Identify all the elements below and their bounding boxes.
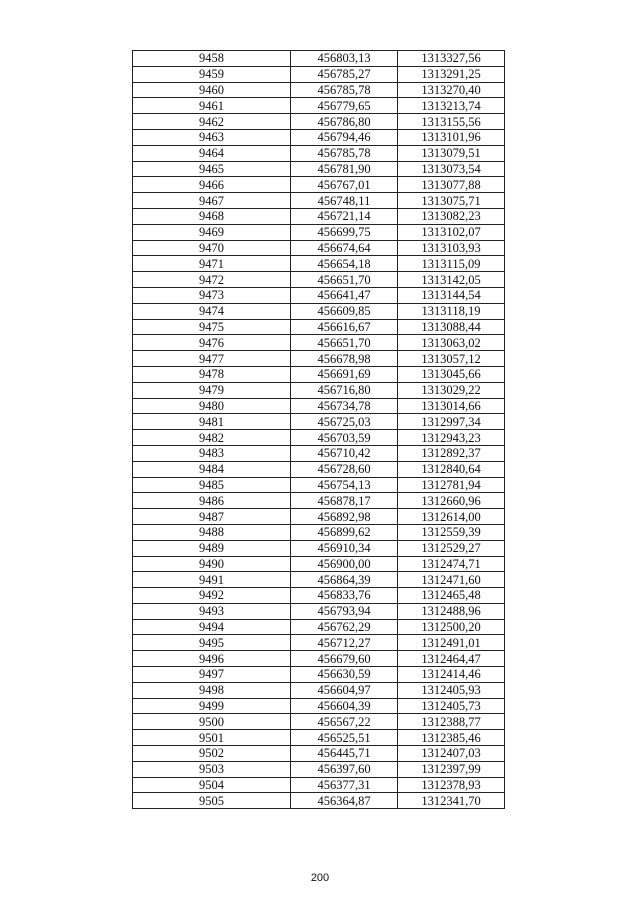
point-number-cell: 9484 <box>133 461 291 477</box>
y-coordinate-cell: 1312414,46 <box>398 667 505 683</box>
point-number-cell: 9485 <box>133 477 291 493</box>
table-row <box>133 793 505 809</box>
table-row <box>133 761 505 777</box>
point-number-cell: 9505 <box>133 793 291 809</box>
table-row <box>133 351 505 367</box>
x-coordinate-cell: 456609,85 <box>291 303 398 319</box>
x-coordinate-cell: 456679,60 <box>291 651 398 667</box>
point-number-cell: 9465 <box>133 161 291 177</box>
table-row <box>133 129 505 145</box>
table-row <box>133 588 505 604</box>
table-row <box>133 682 505 698</box>
table-row <box>133 540 505 556</box>
point-number-cell: 9467 <box>133 193 291 209</box>
point-number-cell: 9469 <box>133 224 291 240</box>
table-row <box>133 603 505 619</box>
y-coordinate-cell: 1313115,09 <box>398 256 505 272</box>
table-row <box>133 445 505 461</box>
table-row <box>133 398 505 414</box>
coordinates-table <box>132 50 505 809</box>
table-row <box>133 493 505 509</box>
point-number-cell: 9477 <box>133 351 291 367</box>
table-row <box>133 161 505 177</box>
point-number-cell: 9475 <box>133 319 291 335</box>
point-number-cell: 9468 <box>133 208 291 224</box>
table-row <box>133 619 505 635</box>
y-coordinate-cell: 1313270,40 <box>398 82 505 98</box>
point-number-cell: 9460 <box>133 82 291 98</box>
point-number-cell: 9466 <box>133 177 291 193</box>
y-coordinate-cell: 1313077,88 <box>398 177 505 193</box>
point-number-cell: 9495 <box>133 635 291 651</box>
table-row <box>133 777 505 793</box>
point-number-cell: 9478 <box>133 366 291 382</box>
y-coordinate-cell: 1312997,34 <box>398 414 505 430</box>
x-coordinate-cell: 456691,69 <box>291 366 398 382</box>
table-row <box>133 82 505 98</box>
x-coordinate-cell: 456445,71 <box>291 746 398 762</box>
table-row <box>133 98 505 114</box>
table-row <box>133 430 505 446</box>
table-row <box>133 145 505 161</box>
y-coordinate-cell: 1313213,74 <box>398 98 505 114</box>
y-coordinate-cell: 1312491,01 <box>398 635 505 651</box>
y-coordinate-cell: 1312465,48 <box>398 588 505 604</box>
x-coordinate-cell: 456712,27 <box>291 635 398 651</box>
y-coordinate-cell: 1312781,94 <box>398 477 505 493</box>
y-coordinate-cell: 1312660,96 <box>398 493 505 509</box>
y-coordinate-cell: 1313291,25 <box>398 66 505 82</box>
x-coordinate-cell: 456699,75 <box>291 224 398 240</box>
table-row <box>133 256 505 272</box>
y-coordinate-cell: 1312405,73 <box>398 698 505 714</box>
y-coordinate-cell: 1313057,12 <box>398 351 505 367</box>
y-coordinate-cell: 1313327,56 <box>398 51 505 67</box>
y-coordinate-cell: 1312388,77 <box>398 714 505 730</box>
table-row <box>133 746 505 762</box>
table-row <box>133 193 505 209</box>
table-row <box>133 461 505 477</box>
point-number-cell: 9503 <box>133 761 291 777</box>
y-coordinate-cell: 1312559,39 <box>398 524 505 540</box>
point-number-cell: 9499 <box>133 698 291 714</box>
y-coordinate-cell: 1312341,70 <box>398 793 505 809</box>
table-row <box>133 698 505 714</box>
x-coordinate-cell: 456794,46 <box>291 129 398 145</box>
point-number-cell: 9463 <box>133 129 291 145</box>
point-number-cell: 9497 <box>133 667 291 683</box>
y-coordinate-cell: 1312464,47 <box>398 651 505 667</box>
point-number-cell: 9483 <box>133 445 291 461</box>
x-coordinate-cell: 456793,94 <box>291 603 398 619</box>
y-coordinate-cell: 1312840,64 <box>398 461 505 477</box>
x-coordinate-cell: 456785,27 <box>291 66 398 82</box>
y-coordinate-cell: 1313045,66 <box>398 366 505 382</box>
point-number-cell: 9496 <box>133 651 291 667</box>
point-number-cell: 9486 <box>133 493 291 509</box>
point-number-cell: 9464 <box>133 145 291 161</box>
x-coordinate-cell: 456630,59 <box>291 667 398 683</box>
y-coordinate-cell: 1312488,96 <box>398 603 505 619</box>
point-number-cell: 9482 <box>133 430 291 446</box>
x-coordinate-cell: 456654,18 <box>291 256 398 272</box>
x-coordinate-cell: 456616,67 <box>291 319 398 335</box>
point-number-cell: 9494 <box>133 619 291 635</box>
point-number-cell: 9481 <box>133 414 291 430</box>
x-coordinate-cell: 456785,78 <box>291 145 398 161</box>
y-coordinate-cell: 1313101,96 <box>398 129 505 145</box>
y-coordinate-cell: 1313079,51 <box>398 145 505 161</box>
x-coordinate-cell: 456781,90 <box>291 161 398 177</box>
x-coordinate-cell: 456779,65 <box>291 98 398 114</box>
table-row <box>133 635 505 651</box>
y-coordinate-cell: 1313144,54 <box>398 287 505 303</box>
point-number-cell: 9489 <box>133 540 291 556</box>
table-row <box>133 177 505 193</box>
y-coordinate-cell: 1313029,22 <box>398 382 505 398</box>
y-coordinate-cell: 1313088,44 <box>398 319 505 335</box>
point-number-cell: 9472 <box>133 272 291 288</box>
x-coordinate-cell: 456785,78 <box>291 82 398 98</box>
point-number-cell: 9471 <box>133 256 291 272</box>
table-row <box>133 667 505 683</box>
table-row <box>133 114 505 130</box>
x-coordinate-cell: 456651,70 <box>291 335 398 351</box>
point-number-cell: 9490 <box>133 556 291 572</box>
point-number-cell: 9498 <box>133 682 291 698</box>
y-coordinate-cell: 1312500,20 <box>398 619 505 635</box>
x-coordinate-cell: 456864,39 <box>291 572 398 588</box>
point-number-cell: 9488 <box>133 524 291 540</box>
point-number-cell: 9470 <box>133 240 291 256</box>
point-number-cell: 9501 <box>133 730 291 746</box>
point-number-cell: 9473 <box>133 287 291 303</box>
point-number-cell: 9492 <box>133 588 291 604</box>
point-number-cell: 9479 <box>133 382 291 398</box>
y-coordinate-cell: 1312397,99 <box>398 761 505 777</box>
table-row <box>133 319 505 335</box>
page-number: 200 <box>310 872 330 884</box>
x-coordinate-cell: 456892,98 <box>291 509 398 525</box>
x-coordinate-cell: 456748,11 <box>291 193 398 209</box>
x-coordinate-cell: 456725,03 <box>291 414 398 430</box>
x-coordinate-cell: 456734,78 <box>291 398 398 414</box>
x-coordinate-cell: 456710,42 <box>291 445 398 461</box>
x-coordinate-cell: 456754,13 <box>291 477 398 493</box>
x-coordinate-cell: 456900,00 <box>291 556 398 572</box>
point-number-cell: 9491 <box>133 572 291 588</box>
point-number-cell: 9462 <box>133 114 291 130</box>
x-coordinate-cell: 456767,01 <box>291 177 398 193</box>
x-coordinate-cell: 456716,80 <box>291 382 398 398</box>
table-row <box>133 556 505 572</box>
x-coordinate-cell: 456728,60 <box>291 461 398 477</box>
x-coordinate-cell: 456803,13 <box>291 51 398 67</box>
y-coordinate-cell: 1313103,93 <box>398 240 505 256</box>
x-coordinate-cell: 456899,62 <box>291 524 398 540</box>
y-coordinate-cell: 1313118,19 <box>398 303 505 319</box>
x-coordinate-cell: 456604,97 <box>291 682 398 698</box>
x-coordinate-cell: 456786,80 <box>291 114 398 130</box>
point-number-cell: 9476 <box>133 335 291 351</box>
x-coordinate-cell: 456377,31 <box>291 777 398 793</box>
x-coordinate-cell: 456604,39 <box>291 698 398 714</box>
y-coordinate-cell: 1312405,93 <box>398 682 505 698</box>
point-number-cell: 9493 <box>133 603 291 619</box>
point-number-cell: 9487 <box>133 509 291 525</box>
table-row <box>133 524 505 540</box>
y-coordinate-cell: 1313014,66 <box>398 398 505 414</box>
y-coordinate-cell: 1312407,03 <box>398 746 505 762</box>
table-row <box>133 240 505 256</box>
y-coordinate-cell: 1312614,00 <box>398 509 505 525</box>
table-row <box>133 224 505 240</box>
table-row <box>133 509 505 525</box>
x-coordinate-cell: 456703,59 <box>291 430 398 446</box>
table-row <box>133 714 505 730</box>
table-row <box>133 477 505 493</box>
x-coordinate-cell: 456910,34 <box>291 540 398 556</box>
y-coordinate-cell: 1313082,23 <box>398 208 505 224</box>
table-row <box>133 287 505 303</box>
x-coordinate-cell: 456641,47 <box>291 287 398 303</box>
x-coordinate-cell: 456721,14 <box>291 208 398 224</box>
point-number-cell: 9459 <box>133 66 291 82</box>
x-coordinate-cell: 456833,76 <box>291 588 398 604</box>
y-coordinate-cell: 1313142,05 <box>398 272 505 288</box>
y-coordinate-cell: 1313063,02 <box>398 335 505 351</box>
y-coordinate-cell: 1312529,27 <box>398 540 505 556</box>
x-coordinate-cell: 456651,70 <box>291 272 398 288</box>
table-row <box>133 208 505 224</box>
table-row <box>133 414 505 430</box>
table-row <box>133 651 505 667</box>
table-row <box>133 366 505 382</box>
point-number-cell: 9480 <box>133 398 291 414</box>
y-coordinate-cell: 1312378,93 <box>398 777 505 793</box>
table-row <box>133 572 505 588</box>
table-row <box>133 730 505 746</box>
point-number-cell: 9500 <box>133 714 291 730</box>
x-coordinate-cell: 456525,51 <box>291 730 398 746</box>
coordinates-table-body <box>133 51 505 809</box>
x-coordinate-cell: 456878,17 <box>291 493 398 509</box>
y-coordinate-cell: 1313155,56 <box>398 114 505 130</box>
table-row <box>133 335 505 351</box>
table-row <box>133 66 505 82</box>
table-row <box>133 272 505 288</box>
y-coordinate-cell: 1313073,54 <box>398 161 505 177</box>
y-coordinate-cell: 1312471,60 <box>398 572 505 588</box>
table-row <box>133 382 505 398</box>
y-coordinate-cell: 1313102,07 <box>398 224 505 240</box>
point-number-cell: 9502 <box>133 746 291 762</box>
point-number-cell: 9461 <box>133 98 291 114</box>
y-coordinate-cell: 1312892,37 <box>398 445 505 461</box>
y-coordinate-cell: 1312474,71 <box>398 556 505 572</box>
point-number-cell: 9474 <box>133 303 291 319</box>
y-coordinate-cell: 1312385,46 <box>398 730 505 746</box>
x-coordinate-cell: 456364,87 <box>291 793 398 809</box>
x-coordinate-cell: 456674,64 <box>291 240 398 256</box>
x-coordinate-cell: 456678,98 <box>291 351 398 367</box>
table-row <box>133 51 505 67</box>
x-coordinate-cell: 456762,29 <box>291 619 398 635</box>
x-coordinate-cell: 456397,60 <box>291 761 398 777</box>
point-number-cell: 9458 <box>133 51 291 67</box>
x-coordinate-cell: 456567,22 <box>291 714 398 730</box>
table-row <box>133 303 505 319</box>
point-number-cell: 9504 <box>133 777 291 793</box>
y-coordinate-cell: 1313075,71 <box>398 193 505 209</box>
y-coordinate-cell: 1312943,23 <box>398 430 505 446</box>
